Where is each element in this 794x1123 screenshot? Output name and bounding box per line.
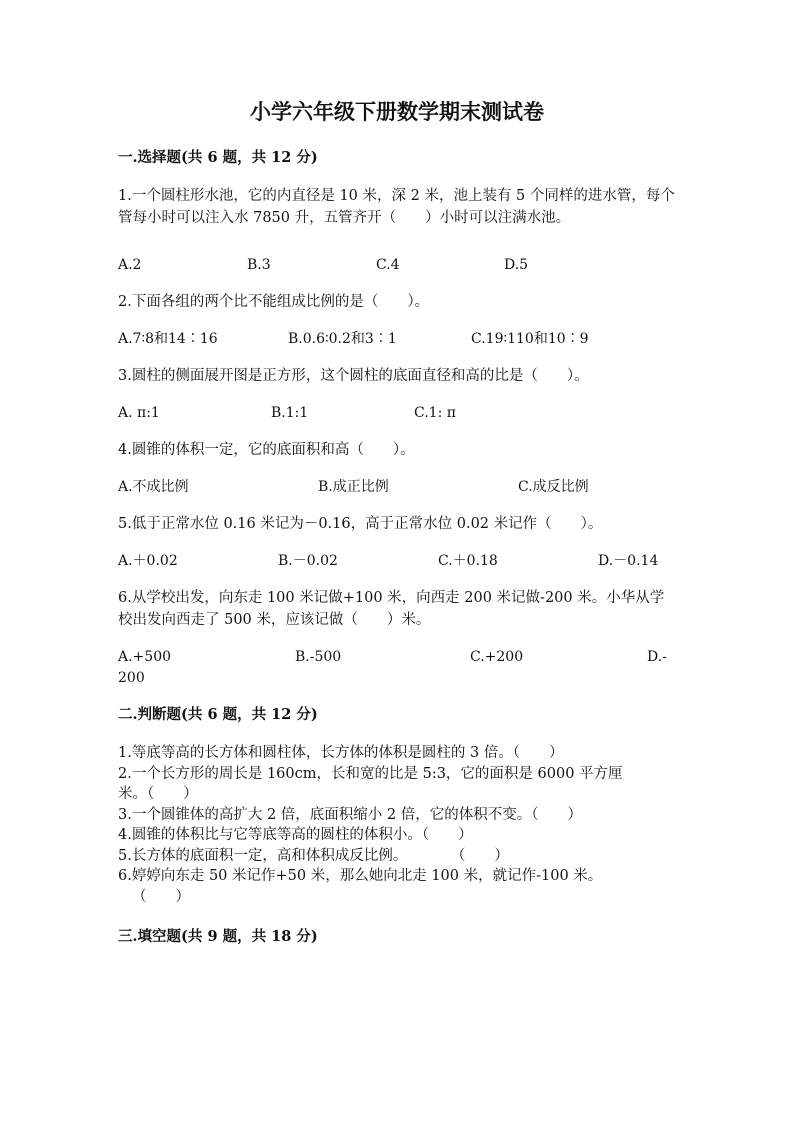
- option-a: A. π:1: [118, 405, 160, 421]
- section-heading-choice: 一.选择题(共 6 题，共 12 分): [118, 149, 318, 166]
- tf-line-6-continued: （ ）: [132, 888, 190, 905]
- question-4: 4.圆锥的体积一定，它的底面积和高（ ）。: [118, 442, 415, 458]
- option-b: B.1:1: [271, 405, 309, 421]
- question-6: 6.从学校出发，向东走 100 米记做+100 米，向西走 200 米记做-200 米。小华从学校出发向西走了 500 米，应该记做（ ）米。: [118, 590, 665, 628]
- tf-line-5: 5.长方体的底面积一定，高和体积成反比例。 （ ）: [118, 847, 509, 864]
- option-b: B.－0.02: [278, 553, 338, 569]
- question-2-options: [118, 329, 676, 349]
- option-c: C.＋0.18: [438, 553, 498, 569]
- question-1-options: [118, 255, 676, 275]
- option-a: A.不成比例: [118, 479, 189, 495]
- question-2: 2.下面各组的两个比不能组成比例的是（ ）。: [118, 294, 430, 310]
- tf-line-3: 3.一个圆锥体的高扩大 2 倍，底面积缩小 2 倍，它的体积不变。（ ）: [118, 806, 582, 823]
- question-1: 1.一个圆柱形水池，它的内直径是 10 米，深 2 米，池上装有 5 个同样的进水管，每个管每小时可以注入水 7850 升，五管齐开（ ）小时可以注满水池。: [118, 188, 675, 226]
- option-c: C.1: π: [414, 405, 456, 421]
- option-d-continued: 200: [118, 670, 145, 686]
- page-title: 小学六年级下册数学期末测试卷: [250, 99, 544, 124]
- tf-line-6: 6.婷婷向东走 50 米记作+50 米，那么她向北走 100 米，就记作-100 米。: [118, 868, 603, 884]
- question-3: 3.圆柱的侧面展开图是正方形，这个圆柱的底面直径和高的比是（ ）。: [118, 368, 589, 384]
- section-heading-true-false: 二.判断题(共 6 题，共 12 分): [118, 706, 318, 723]
- option-d: D.-: [647, 649, 667, 665]
- option-b: B.成正比例: [318, 479, 389, 495]
- question-3-options: [118, 403, 676, 423]
- option-a: A.+500: [118, 649, 172, 665]
- option-d: D.－0.14: [598, 553, 659, 569]
- question-6-options: [118, 647, 676, 689]
- option-c: C.4: [376, 257, 400, 273]
- tf-line-2-continued: 米。（ ）: [118, 786, 198, 802]
- tf-line-2: 2.一个长方形的周长是 160cm，长和宽的比是 5:3，它的面积是 6000 平方厘: [118, 765, 623, 782]
- question-5: 5.低于正常水位 0.16 米记为－0.16，高于正常水位 0.02 米记作（ ）。: [118, 516, 603, 532]
- option-a: A.2: [118, 257, 142, 273]
- option-c: C.+200: [470, 649, 524, 665]
- option-b: B.0.6∶0.2和3∶1: [288, 331, 397, 347]
- option-b: B.-500: [295, 649, 342, 665]
- true-false-list: [118, 743, 676, 907]
- question-4-options: [118, 477, 676, 497]
- option-a: A.7∶8和14∶16: [118, 331, 218, 347]
- option-d: D.5: [504, 257, 529, 273]
- option-a: A.＋0.02: [118, 553, 178, 569]
- option-b: B.3: [247, 257, 271, 273]
- section-heading-fill-blank: 三.填空题(共 9 题，共 18 分): [118, 928, 318, 945]
- option-c: C.成反比例: [518, 479, 589, 495]
- option-c: C.19∶110和10∶9: [471, 331, 589, 347]
- tf-line-4: 4.圆锥的体积比与它等底等高的圆柱的体积小。（ ）: [118, 827, 473, 843]
- tf-line-1: 1.等底等高的长方体和圆柱体，长方体的体积是圆柱的 3 倍。（ ）: [118, 745, 564, 761]
- question-5-options: [118, 551, 676, 571]
